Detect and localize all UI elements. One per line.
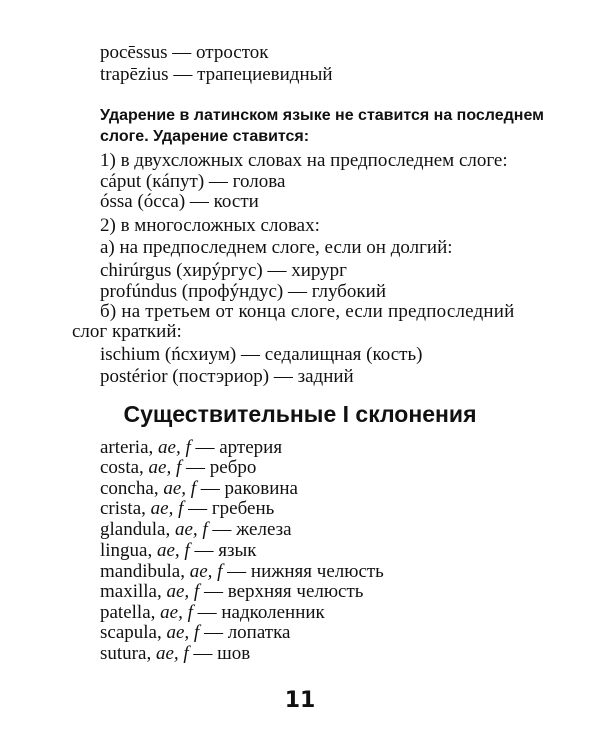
stress-case-line: б) на третьем от конца слоге, если предпоследний: [100, 301, 515, 322]
stress-rule-line: слоге. Ударение ставится:: [100, 128, 310, 145]
noun-word: mandibula: [100, 561, 181, 582]
noun-translation: железа: [236, 519, 292, 540]
intro-term: trapēzius — трапециевидный: [100, 64, 333, 85]
noun-word: costa: [100, 457, 140, 478]
noun-translation: нижняя челюсть: [250, 561, 384, 582]
noun-translation: лопатка: [227, 622, 291, 643]
noun-entry: patella, ae, f — надколенник: [100, 602, 325, 623]
noun-grammar: ae, f: [174, 519, 208, 540]
stress-case-line: 1) в двухсложных словах на предпоследнем слоге:: [100, 150, 508, 171]
noun-word: concha: [100, 478, 154, 499]
noun-entry: scapula, ae, f — лопатка: [100, 622, 291, 643]
noun-grammar: ae, f: [163, 478, 197, 499]
noun-translation: верхняя челюсть: [227, 581, 364, 602]
stress-case-line: а) на предпоследнем слоге, если он долгий:: [100, 237, 453, 258]
noun-entry: costa, ae, f — ребро: [100, 457, 257, 478]
noun-translation: язык: [218, 540, 257, 561]
stress-example: profúndus (профýндус) — глубокий: [100, 281, 386, 302]
noun-word: crista: [100, 498, 142, 519]
stress-example: cáput (кáпут) — голова: [100, 171, 286, 192]
page-number: 11: [284, 688, 316, 713]
noun-word: sutura: [100, 643, 147, 664]
stress-example: postérior (постэриор) — задний: [100, 366, 354, 387]
noun-word: patella: [100, 602, 151, 623]
stress-rule-line: Ударение в латинском языке не ставится на последнем: [100, 107, 544, 124]
noun-translation: шов: [217, 643, 251, 664]
noun-entry: concha, ae, f — раковина: [100, 478, 298, 499]
noun-translation: надколенник: [221, 602, 325, 623]
noun-entry: glandula, ae, f — железа: [100, 519, 292, 540]
noun-grammar: ae, f: [155, 643, 189, 664]
section-heading: Существительные I склонения: [123, 401, 477, 427]
noun-word: lingua: [100, 540, 148, 561]
noun-grammar: ae, f: [166, 622, 200, 643]
noun-grammar: ae, f: [166, 581, 200, 602]
intro-term: pocēssus — отросток: [100, 42, 269, 63]
noun-grammar: ae, f: [150, 498, 184, 519]
stress-example: ischium (ńсхиум) — седалищная (кость): [100, 344, 423, 365]
noun-word: arteria: [100, 437, 149, 458]
noun-grammar: ae, f: [189, 561, 223, 582]
noun-entry: crista, ae, f — гребень: [100, 498, 275, 519]
noun-grammar: ae, f: [160, 602, 193, 623]
noun-entry: lingua, ae, f — язык: [100, 540, 257, 561]
noun-word: maxilla: [100, 581, 157, 602]
stress-example: óssa (óсса) — кости: [100, 191, 259, 212]
stress-case-line: 2) в многосложных словах:: [100, 215, 320, 236]
noun-entry: sutura, ae, f — шов: [100, 643, 251, 664]
stress-case-line: слог краткий:: [72, 321, 182, 342]
noun-translation: раковина: [224, 478, 298, 499]
noun-entry: mandibula, ae, f — нижняя челюсть: [100, 561, 384, 582]
noun-word: scapula: [100, 622, 157, 643]
noun-entry: maxilla, ae, f — верхняя челюсть: [100, 581, 364, 602]
noun-grammar: ae, f: [158, 437, 191, 458]
noun-grammar: ae, f: [148, 457, 182, 478]
stress-example: chirúrgus (хирýргус) — хирург: [100, 260, 347, 281]
noun-translation: ребро: [209, 457, 257, 478]
noun-grammar: ae, f: [157, 540, 190, 561]
noun-translation: гребень: [211, 498, 275, 519]
noun-entry: arteria, ae, f — артерия: [100, 437, 283, 458]
noun-word: glandula: [100, 519, 166, 540]
noun-translation: артерия: [219, 437, 283, 458]
